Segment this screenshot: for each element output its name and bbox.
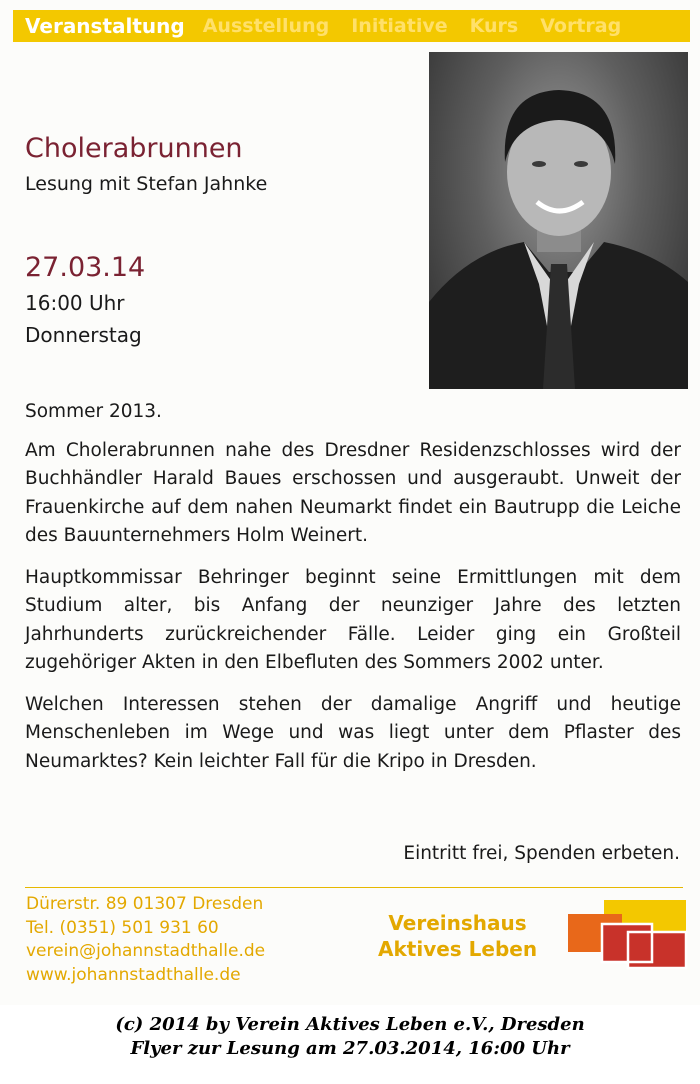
event-description [25,398,681,789]
event-title: Cholerabrunnen [25,133,243,164]
description-paragraph: Welchen Interessen stehen der damalige Angriff und heutige Menschenleben im Wege und was liegt unter dem Pflaster des Neumarktes? Kein leichter Fall für die Kripo in Dresden. [25,693,681,772]
brand-name [378,910,537,962]
contact-email[interactable]: verein@johannstadthalle.de [26,941,266,961]
contact-phone: Tel. (0351) 501 931 60 [26,917,219,938]
footer-line: (c) 2014 by Verein Aktives Leben e.V., Dresden [115,1014,585,1035]
event-subtitle: Lesung mit Stefan Jahnke [25,173,268,195]
brand-line: Aktives Leben [378,937,538,961]
footer-line: Flyer zur Lesung am 27.03.2014, 16:00 Uhr [130,1038,570,1059]
brand-line: Vereinshaus [388,911,527,935]
description-paragraph: Sommer 2013. [25,401,162,422]
category-item: Ausstellung [202,15,330,37]
contact-address: Dürerstr. 89 01307 Dresden [26,894,264,914]
category-active: Veranstaltung [25,14,185,38]
copyright-footer [0,1013,700,1061]
category-item: Vortrag [540,15,622,37]
brand-logo-icon [566,898,690,970]
contact-block [26,893,265,987]
contact-website[interactable]: www.johannstadthalle.de [26,964,241,985]
entry-note: Eintritt frei, Spenden erbeten. [403,843,680,864]
category-bar [13,10,690,42]
event-weekday: Donnerstag [25,323,142,347]
divider [25,887,683,888]
event-time: 16:00 Uhr [25,291,125,315]
event-date: 27.03.14 [25,252,146,283]
description-paragraph: Hauptkommissar Behringer beginnt seine Ermittlungen mit dem Studium alter, bis Anfang der neunziger Jahre des letzten Jahrhunderts zurückreichender Fälle. Leider ging ein Großteil zugehöriger Akten in den Elbefluten des Sommers 2002 unter. [25,566,681,673]
category-item: Kurs [469,15,519,37]
author-photo [429,52,688,389]
category-item: Initiative [351,15,448,37]
description-paragraph: Am Cholerabrunnen nahe des Dresdner Residenzschlosses wird der Buchhändler Harald Baues erschossen und ausgeraubt. Unweit der Frauenkirche auf dem nahen Neumarkt findet ein Bautrupp die Leiche des Bauunternehmers Holm Weinert. [25,439,681,546]
